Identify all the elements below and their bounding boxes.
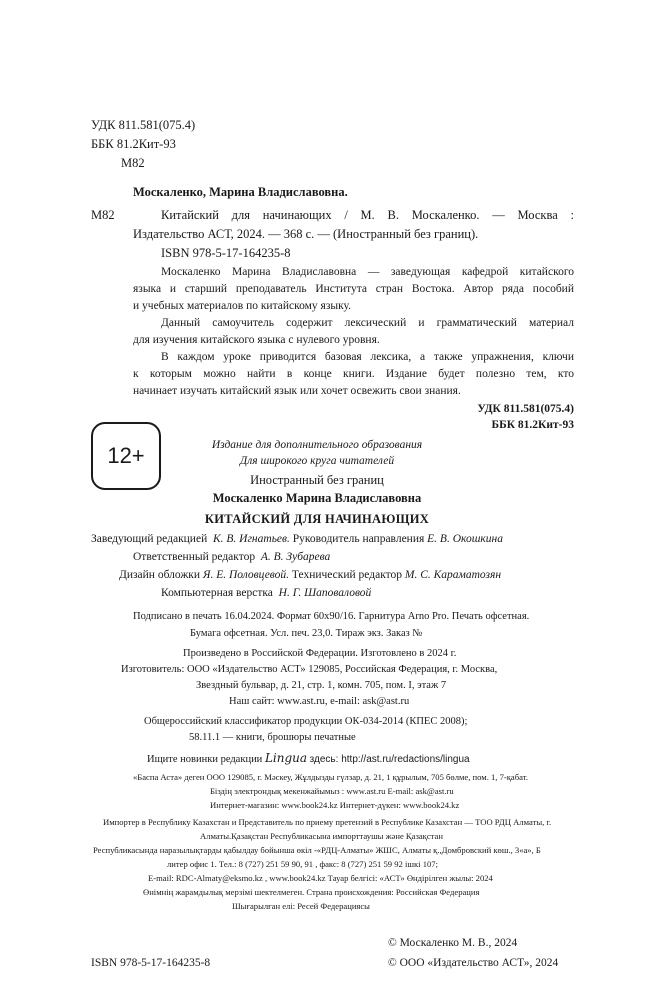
kazakh-line: Өнімнің жарамдылық мерзімі шектелмеген. Страна происхождения: Российская Федерация — [143, 887, 480, 897]
age-rating-text: 12+ — [107, 443, 145, 468]
edition-note-2: Для широкого круга читателей — [239, 455, 395, 467]
bbk-bottom: ББК 81.2Кит-93 — [491, 419, 574, 431]
new-books-text: Ищите новинки редакции — [147, 754, 263, 765]
age-rating-badge — [91, 422, 161, 490]
annotation-line: Данный самоучитель содержит лексический и грамматический материал — [161, 317, 574, 329]
credit-label: Компьютерная верстка — [161, 587, 273, 599]
biblio-isbn: ISBN 978-5-17-164235-8 — [161, 246, 291, 260]
book-title: КИТАЙСКИЙ ДЛЯ НАЧИНАЮЩИХ — [204, 512, 430, 526]
author-mark: М82 — [121, 156, 145, 170]
print-info-line: Бумага офсетная. Усл. печ. 23,0. Тираж экз. Заказ № — [190, 628, 423, 639]
kazakh-line: «Баспа Аста» деген ООО 129085, г. Мәскеу, Жұлдызды гүлзар, д. 21, 1 құрылым, 705 бөлме, пом. 1, 7-қабат. — [133, 772, 528, 782]
classifier-line: 58.11.1 — книги, брошюры печатные — [189, 732, 356, 743]
annotation-line: языка и старший преподаватель Института стран Востока. Автор ряда пособий — [133, 283, 574, 295]
credit-name: Е. В. Окошкина — [427, 533, 503, 545]
copyright-line: © Москаленко М. В., 2024 — [388, 937, 518, 949]
manufacture-line: Наш сайт: www.ast.ru, e-mail: ask@ast.ru — [229, 696, 410, 707]
kazakh-line: Біздің электрондық мекенжайымыз : www.ast.ru E-mail: ask@ast.ru — [210, 786, 454, 796]
credit-label: Руководитель направления — [292, 533, 425, 545]
credits-line-3 — [119, 569, 501, 582]
credit-name: М. С. Караматозян — [404, 569, 502, 581]
biblio-line-1: Китайский для начинающих / М. В. Москаленко. — Москва : — [161, 208, 574, 222]
annotation-line: Москаленко Марина Владиславовна — заведующая кафедрой китайского — [161, 266, 574, 278]
credits-line-4 — [161, 587, 371, 600]
kazakh-line: Алматы.Қазақстан Республикасына импорттаушы және Қазақстан — [200, 831, 443, 841]
edition-note-1: Издание для дополнительного образования — [211, 439, 423, 451]
biblio-line-2: Издательство АСТ, 2024. — 368 с. — (Иностранный без границ). — [133, 227, 479, 241]
isbn-bottom: ISBN 978-5-17-164235-8 — [91, 957, 211, 969]
credit-name: Я. Е. Половцевой. — [202, 569, 290, 581]
biblio-mark: М82 — [91, 208, 115, 222]
credit-label: Заведующий редакцией — [91, 533, 208, 545]
kazakh-line: Импортер в Республику Казахстан и Представитель по приему претензий в Республике Казахстан — ТОО РДЦ Алматы, г. — [103, 817, 552, 827]
bbk-top: ББК 81.2Кит-93 — [91, 137, 176, 151]
new-books-line — [147, 752, 470, 766]
credit-label: Ответственный редактор — [133, 551, 256, 563]
manufacture-line: Произведено в Российской Федерации. Изготовлено в 2024 г. — [183, 648, 457, 659]
annotation-line: для изучения китайского языка с нулевого уровня. — [133, 334, 380, 346]
credit-name: А. В. Зубарева — [260, 551, 331, 563]
lingua-logo: Lingua — [264, 751, 308, 765]
annotation-line: начинает изучать китайский язык или хочет освежить свои знания. — [133, 385, 461, 397]
kazakh-line: Интернет-магазин: www.book24.kz Интернет-дүкен: www.book24.kz — [210, 800, 460, 810]
udk-bottom: УДК 811.581(075.4) — [477, 403, 574, 415]
udk-top: УДК 811.581(075.4) — [91, 118, 196, 132]
credits-line-1 — [91, 533, 503, 546]
annotation-line: В каждом уроке приводится базовая лексика, а также упражнения, ключи — [161, 351, 574, 363]
credits-line-2 — [133, 551, 330, 564]
author-heading: Москаленко, Марина Владиславовна. — [133, 185, 348, 199]
kazakh-line: Шығарылған елі: Ресей Федерациясы — [232, 901, 370, 911]
new-books-url: здесь: http://ast.ru/redactions/lingua — [309, 754, 470, 765]
copyright-line: © ООО «Издательство АСТ», 2024 — [388, 957, 559, 969]
manufacture-line: Звездный бульвар, д. 21, стр. 1, комн. 705, пом. I, этаж 7 — [196, 680, 447, 691]
series-name: Иностранный без границ — [250, 473, 384, 487]
author-full-name: Москаленко Марина Владиславовна — [212, 491, 422, 505]
kazakh-line: литер офис 1. Тел.: 8 (727) 251 59 90, 91 , факс: 8 (727) 251 59 92 ішкі 107; — [167, 859, 438, 869]
annotation-line: и учебных материалов по китайскому языку. — [133, 300, 352, 312]
credit-name: К. В. Игнатьев. — [212, 533, 290, 545]
credit-label: Технический редактор — [291, 569, 403, 581]
kazakh-line: Республикасында наразылықтарды қабылдау бойынша өкіл -«РДЦ-Алматы» ЖШС, Алматы қ.,Домбровский көш., 3«а», Б — [93, 845, 541, 855]
kazakh-line: E-mail: RDC-Almaty@eksmo.kz , www.book24.kz Тауар белгісі: «АСТ» Өндірілген жылы: 2024 — [148, 873, 493, 883]
manufacture-line: Изготовитель: ООО «Издательство АСТ» 129085, Российская Федерация, г. Москва, — [121, 664, 498, 675]
credit-name: Н. Г. Шаповаловой — [278, 587, 372, 599]
annotation-line: к которым можно найти в конце книги. Издание будет полезно тем, кто — [133, 368, 574, 380]
credit-label: Дизайн обложки — [119, 569, 201, 581]
classifier-line: Общероссийский классификатор продукции ОК-034-2014 (КПЕС 2008); — [144, 716, 468, 727]
print-info-line: Подписано в печать 16.04.2024. Формат 60х90/16. Гарнитура Arno Pro. Печать офсетная. — [133, 611, 530, 622]
